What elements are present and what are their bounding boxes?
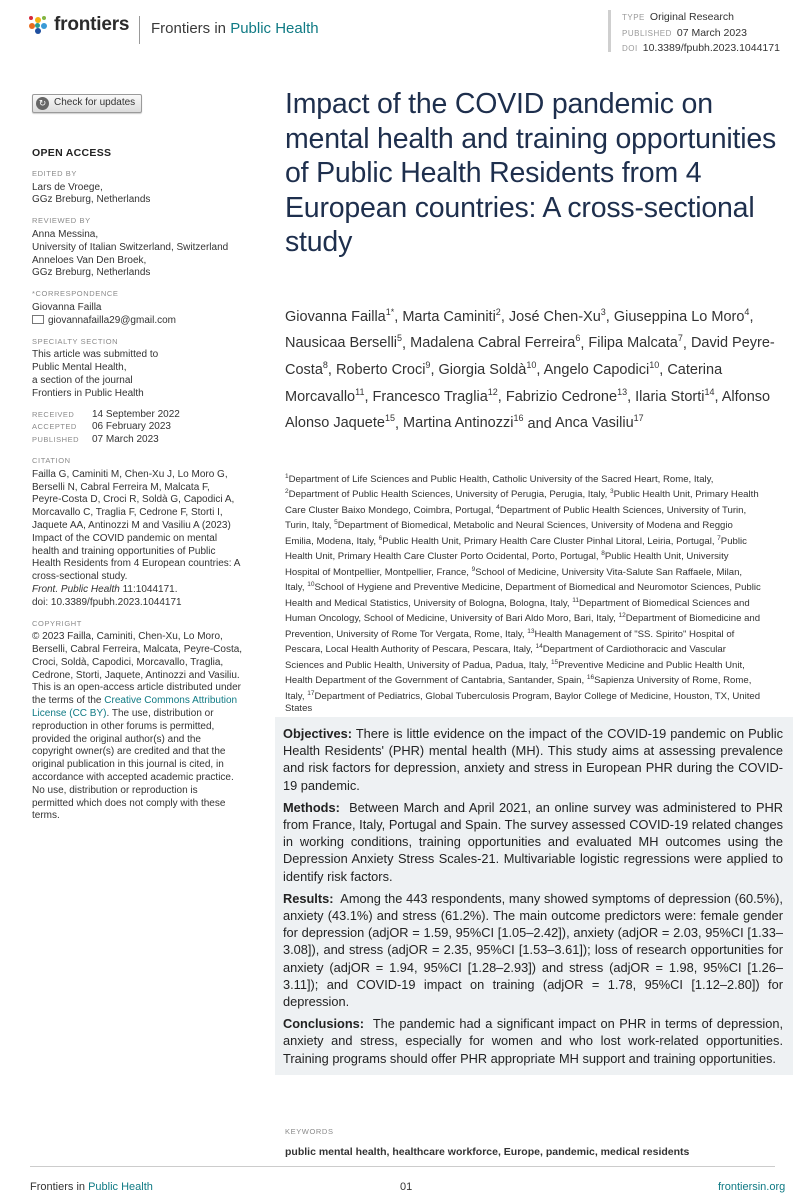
citation-line: Impact of the COVID pandemic on mental (32, 532, 218, 544)
footer-site-link[interactable]: frontiersin.org (718, 1181, 786, 1193)
author-affiliation-sup: 3 (600, 307, 606, 317)
author-affiliation-sup: 7 (677, 333, 683, 344)
published-value: 07 March 2023 (92, 434, 159, 446)
affiliation-sup: 2 (285, 488, 289, 496)
journal-suffix: Public Health (230, 20, 319, 37)
abstract-methods (283, 799, 783, 885)
footer-journal-prefix: Frontiers in (30, 1181, 89, 1193)
affiliation-sup: 6 (378, 534, 383, 542)
citation-volume: 11:1044171. (119, 583, 178, 595)
copyright-section (32, 618, 272, 824)
copyright-line: This is an open-access article distributed under (32, 682, 241, 694)
affiliation-text: Department of Public Health Sciences, University of Perugia, Perugia, Italy, (288, 489, 608, 501)
citation-line: Health Residents from 4 European countries: A (32, 558, 241, 570)
affiliation-text: Department of Pediatrics, Global Tuberculosis Program, Baylor College of Medicine, Houston, TX, United States (285, 690, 761, 715)
correspondence-name: Giovanna Failla (32, 301, 102, 313)
specialty-section (32, 336, 272, 401)
abstract-label: Conclusions: (283, 1016, 365, 1032)
affiliation-sup: 3 (610, 488, 614, 496)
author-name[interactable]: Filipa Malcata$^7$ (588, 333, 683, 352)
author-affiliation-sup: 14 (704, 386, 715, 397)
cc-license-link[interactable]: License (CC BY) (32, 708, 107, 720)
open-access-label: OPEN ACCESS (32, 147, 112, 159)
frontiers-logo[interactable] (28, 14, 129, 36)
footer-journal-suffix: Public Health (88, 1181, 153, 1193)
affiliation-text: Public Health Unit, Primary Health Care Cluster Porto Ocidental, Porto, Portugal, (285, 536, 747, 563)
copyright-line: terms. (32, 810, 60, 822)
author-name[interactable]: Giorgia Soldà$^{10}$ (438, 360, 537, 379)
citation-label: CITATION (32, 455, 71, 465)
abstract-label: Results: (283, 890, 334, 906)
author-affiliation-sup: 5 (397, 333, 403, 344)
affiliation-sup: 12 (618, 612, 626, 620)
received-label: RECEIVED (32, 409, 75, 419)
abstract-results (283, 890, 783, 1010)
copyright-line: . The use, distribution or (106, 708, 214, 720)
affiliation-text: Department of Life Sciences and Public Health, Catholic University of the Sacred Heart, Rome, Italy, (288, 474, 714, 486)
affiliation-text: Sapienza University of Rome, Rome, Italy, (285, 675, 752, 702)
reviewed-by-section (32, 215, 272, 280)
author-name[interactable]: Alfonso Alonso Jaquete$^{15}$ (285, 388, 771, 432)
citation-line: cross-sectional study. (32, 571, 128, 583)
abstract-label: Methods: (283, 799, 340, 815)
author-name[interactable]: Roberto Croci$^9$ (335, 360, 431, 379)
affiliation-sup: 10 (307, 581, 315, 589)
copyright-line: Cedrone, Storti, Jaquete, Antinozzi and Vasiliu. (32, 669, 240, 681)
cc-license-link[interactable]: Creative Commons Attribution (104, 695, 238, 707)
author-affiliation-sup: 9 (425, 360, 431, 371)
header-divider (139, 16, 140, 44)
doi-label: DOI (622, 44, 638, 53)
author-name[interactable]: Fabrizio Cedrone$^{13}$ (505, 386, 628, 405)
affiliation-text: Public Health Unit, Primary Health Care Cluster Baixo Mondego, Coimbra, Portugal, (285, 489, 759, 517)
author-affiliation-sup: 10 (649, 360, 660, 371)
author-affiliation-sup: 13 (617, 386, 628, 397)
reviewer-affiliation: GGz Breburg, Netherlands (32, 267, 151, 279)
type-value: Original Research (649, 11, 734, 23)
copyright-line: copyright owner(s) are credited and that the (32, 746, 226, 758)
citation-line: Berselli N, Cabral Ferreira M, Malcata F, (32, 481, 210, 493)
copyright-label: COPYRIGHT (32, 618, 82, 628)
citation-line: Jaquete AA, Antinozzi M and Vasiliu A (2023) (32, 519, 231, 531)
affiliation-text: Department of Cardiothoracic and Vascular Sciences and Public Health, University of Padua, Padua, Italy, (285, 644, 726, 671)
article-meta (622, 10, 780, 57)
abstract-box (275, 717, 793, 1075)
affiliation-sup: 7 (717, 534, 721, 542)
citation-line: Peyre-Costa D, Croci R, Soldà G, Capodici A, (32, 494, 235, 506)
citation-line: Morcavallo C, Traglia F, Cedrone F, Storti I, (32, 507, 223, 519)
copyright-line: provided the original author(s) and the (32, 733, 201, 745)
edited-by-section (32, 168, 272, 207)
reviewed-by-label: REVIEWED BY (32, 216, 91, 226)
author-name[interactable]: Angelo Capodici$^{10}$ (543, 360, 660, 379)
author-affiliation-sup: 17 (633, 413, 644, 424)
affiliation-sup: 11 (572, 596, 580, 604)
abstract-text: There is little evidence on the impact of the COVID-19 pandemic on Public Health Residents' (PHR) mental health (MH). This study aims at assessing prevalence and risk factors for depression, anxiety and stress in European PHR during the COVID-19 pandemic. (283, 726, 784, 793)
published-label: PUBLISHED (622, 28, 672, 38)
dates-section (32, 409, 272, 447)
article-title: Impact of the COVID pandemic on mental health and training opportunities of Public Health Residents from 4 European countries: A cross-sectional study (285, 88, 777, 258)
published-label: PUBLISHED (32, 435, 80, 445)
doi-value[interactable]: 10.3389/fpubh.2023.1044171 (642, 42, 780, 54)
affiliation-sup: 5 (334, 519, 338, 527)
copyright-line: the terms of the (32, 695, 105, 707)
abstract-objectives (283, 725, 783, 794)
author-name[interactable]: Ilaria Storti$^{14}$ (635, 386, 715, 405)
affiliation-sup: 16 (586, 674, 595, 682)
specialty-label: SPECIALTY SECTION (32, 336, 119, 346)
copyright-line: permitted which does not comply with these (32, 797, 226, 809)
accepted-label: ACCEPTED (32, 422, 77, 432)
author-affiliation-sup: 16 (513, 413, 524, 424)
reviewer-name: Anneloes Van Den Broek, (32, 254, 147, 266)
citation-line: Failla G, Caminiti M, Chen-Xu J, Lo Moro G, (32, 468, 228, 480)
affiliation-text: School of Hygiene and Preventive Medicine, Department of Biomedical and Neuromotor Sciences, Public Health and Medical Statistics, University of Bologna, Bologna, Italy, (285, 582, 761, 610)
abstract-text: Among the 443 respondents, many showed symptoms of depression (60.5%), anxiety (43.1%) and stress (61.2%). The main outcome predictors were: female gender for depression (adjOR = 1.59, 95%CI [1.05–2.42]), anxiety (adjOR = 2.03, 95%CI [1.33–3.08]), and stress (adjOR = 2.35, 95%CI [1.53–3.61]); loss of research opportunities for anxiety (adjOR = 1.94, 95%CI [1.28–2.93]) and stress (adjOR = 1.98, 95%CI [1.26–3.11]); and COVID-19 impact on training (adjOR = 1.78, 95%CI [1.12–2.80]) for depression. (283, 890, 783, 1010)
copyright-line: © 2023 Failla, Caminiti, Chen-Xu, Lo Moro, (32, 631, 223, 643)
author-affiliation-sup: 1* (385, 307, 395, 317)
affiliation-text: Department of Biomedicine and Prevention, University of Rome Tor Vergata, Rome, Italy, (285, 613, 761, 641)
update-icon: ↻ (36, 97, 49, 110)
reviewer-affiliation: University of Italian Switzerland, Switzerland (32, 241, 229, 253)
author-name[interactable]: Giovanna Failla$^{1*}$ (285, 307, 395, 325)
author-affiliation-sup: 4 (744, 307, 750, 317)
citation-line: health and training opportunities of Public (32, 545, 216, 557)
specialty-line: Frontiers in Public Health (32, 387, 144, 399)
accepted-value: 06 February 2023 (92, 421, 171, 433)
author-affiliation-sup: 6 (575, 333, 581, 344)
affiliation-text: Health Management of "SS. Spirito" Hospital of Pescara, Local Health Authority of Pescara, Pescara, Italy, (285, 629, 735, 656)
copyright-line: Croci, Soldà, Capodici, Morcavallo, Traglia, (32, 656, 224, 668)
author-name[interactable]: Caterina Morcavallo$^{11}$ (285, 362, 723, 405)
author-affiliation-sup: 10 (526, 360, 537, 371)
reviewer-name: Anna Messina, (32, 228, 99, 240)
author-name[interactable]: José Chen-Xu$^3$ (508, 307, 606, 325)
meta-bar (608, 10, 611, 52)
copyright-line: original publication in this journal is cited, in (32, 759, 224, 771)
affiliation-text: Public Health Unit, Primary Health Care Cluster Pinhal Litoral, Leiria, Portugal, (382, 536, 715, 548)
affiliation-sup: 15 (550, 658, 559, 666)
published-value: 07 March 2023 (676, 26, 747, 39)
author-affiliation-sup: 12 (487, 386, 498, 397)
author-name[interactable]: David Peyre-Costa$^8$ (285, 335, 775, 379)
affiliation-sup: 1 (285, 473, 289, 480)
author-affiliation-sup: 8 (322, 360, 328, 371)
abstract-text: The pandemic had a significant impact on PHR in terms of depression, anxiety and stress, especially for women and who lost work-related opportunities. Training programs should offer PHR appropriate MH support and training opportunities. (283, 1016, 783, 1066)
sidebar (32, 94, 272, 823)
affiliation-text: Department of Public Health Sciences, University of Turin, Turin, Italy, (285, 505, 747, 532)
citation-doi[interactable]: doi: 10.3389/fpubh.2023.1044171 (32, 596, 182, 608)
editor-affiliation: GGz Breburg, Netherlands (32, 194, 151, 206)
correspondence-section (32, 288, 272, 327)
citation-section (32, 455, 272, 610)
copyright-line: accordance with accepted academic practice. (32, 772, 234, 784)
affiliation-sup: 13 (527, 627, 535, 635)
affiliation-sup: 9 (471, 565, 476, 573)
author-name[interactable]: Nausicaa Berselli$^5$ (285, 333, 403, 352)
affiliation-sup: 8 (601, 550, 605, 558)
author-name[interactable]: Anca Vasiliu$^{17}$ (554, 413, 644, 432)
author-name[interactable]: Marta Caminiti$^2$ (402, 307, 501, 325)
specialty-line: a section of the journal (32, 374, 133, 386)
page-number: 01 (400, 1181, 413, 1193)
affiliation-sup: 4 (496, 503, 500, 511)
author-name[interactable]: Francesco Traglia$^{12}$ (372, 386, 498, 405)
editor-name: Lars de Vroege, (32, 181, 103, 193)
abstract-conclusions (283, 1015, 783, 1067)
author-affiliation-sup: 15 (384, 413, 395, 424)
check-for-updates-button[interactable] (32, 94, 142, 113)
footer-journal[interactable] (30, 1181, 153, 1193)
affiliation-text: Public Health Unit, University Hospital of Montpellier, Montpellier, France, (285, 551, 729, 579)
copyright-line: Berselli, Cabral Ferreira, Malcata, Peyre-Costa, (32, 644, 243, 656)
specialty-line: Public Mental Health, (32, 362, 127, 374)
affiliation-text: School of Medicine, University Vita-Salute San Raffaele, Milan, Italy, (285, 567, 743, 594)
affiliations (285, 471, 763, 716)
specialty-line: This article was submitted to (32, 349, 159, 361)
mail-icon (32, 315, 44, 324)
correspondence-label: *CORRESPONDENCE (32, 289, 119, 299)
affiliation-text: Department of Biomedical, Metabolic and Neural Sciences, University of Modena and Reggio Emilia, Modena, Italy, (285, 520, 733, 548)
keywords: public mental health, healthcare workforce, Europe, pandemic, medical residents (285, 1146, 690, 1158)
author-list: Giovanna Failla$^{1*}$, Marta Caminiti$^2$, José Chen-Xu$^3$, Giuseppina Lo Moro$^4$, Nausicaa Berselli$^5$, Madalena Cabral Ferreira$^6$, Filipa Malcata$^7$, David Peyre-Costa$^8$, Roberto Croci$^9$, Giorgia Soldà$^{10}$, Angelo Capodici$^{10}$, Caterina Morcavallo$^{11}$, Francesco Traglia$^{12}$, Fabrizio Cedrone$^{13}$, Ilaria Storti$^{14}$, Alfonso Alonso Jaquete$^{15}$, Martina Antinozzi$^{16}$ and Anca Vasiliu$^{17}$ (285, 307, 775, 432)
author-name[interactable]: Madalena Cabral Ferreira$^6$ (410, 333, 581, 352)
affiliation-sup: 14 (535, 643, 543, 651)
received-value: 14 September 2022 (92, 408, 180, 420)
citation-journal: Front. Public Health (32, 583, 120, 595)
correspondence-email[interactable]: giovannafailla29@gmail.com (48, 314, 176, 326)
abstract-text: Between March and April 2021, an online survey was administered to PHR from France, Italy, Portugal and Spain. The survey assessed COVID-19 related changes in working conditions, training opportunities and evaluated MH outcomes using the Depression Anxiety Stress Scales-21. Multivariable logistic regressions were applied to identify risk factors. (283, 799, 783, 884)
author-affiliation-sup: 11 (355, 386, 365, 397)
copyright-line: No use, distribution or reproduction is (32, 784, 198, 796)
journal-name[interactable] (151, 20, 319, 37)
type-label: TYPE (622, 13, 645, 22)
affiliation-text: Preventive Medicine and Public Health Unit, Health Department of the Government of Cantabria, Santander, Spain, (285, 660, 745, 687)
frontiers-logo-icon (28, 15, 48, 35)
author-name[interactable]: Martina Antinozzi$^{16}$ (403, 413, 524, 432)
journal-prefix: Frontiers in (151, 20, 231, 37)
author-affiliation-sup: 2 (495, 307, 501, 317)
edited-by-label: EDITED BY (32, 168, 77, 178)
footer-divider (30, 1166, 775, 1167)
author-name[interactable]: Giuseppina Lo Moro$^4$ (613, 307, 750, 325)
keywords-label: KEYWORDS (285, 1127, 334, 1136)
check-for-updates-label: Check for updates (54, 97, 136, 109)
copyright-line: reproduction in other forums is permitted, (32, 720, 215, 732)
logo-text: frontiers (54, 14, 130, 35)
affiliation-sup: 17 (307, 689, 315, 697)
abstract-label: Objectives: (283, 726, 352, 741)
affiliation-text: Department of Biomedical Sciences and Human Oncology, School of Medicine, University of Bari Aldo Moro, Bari, Italy, (285, 598, 750, 625)
